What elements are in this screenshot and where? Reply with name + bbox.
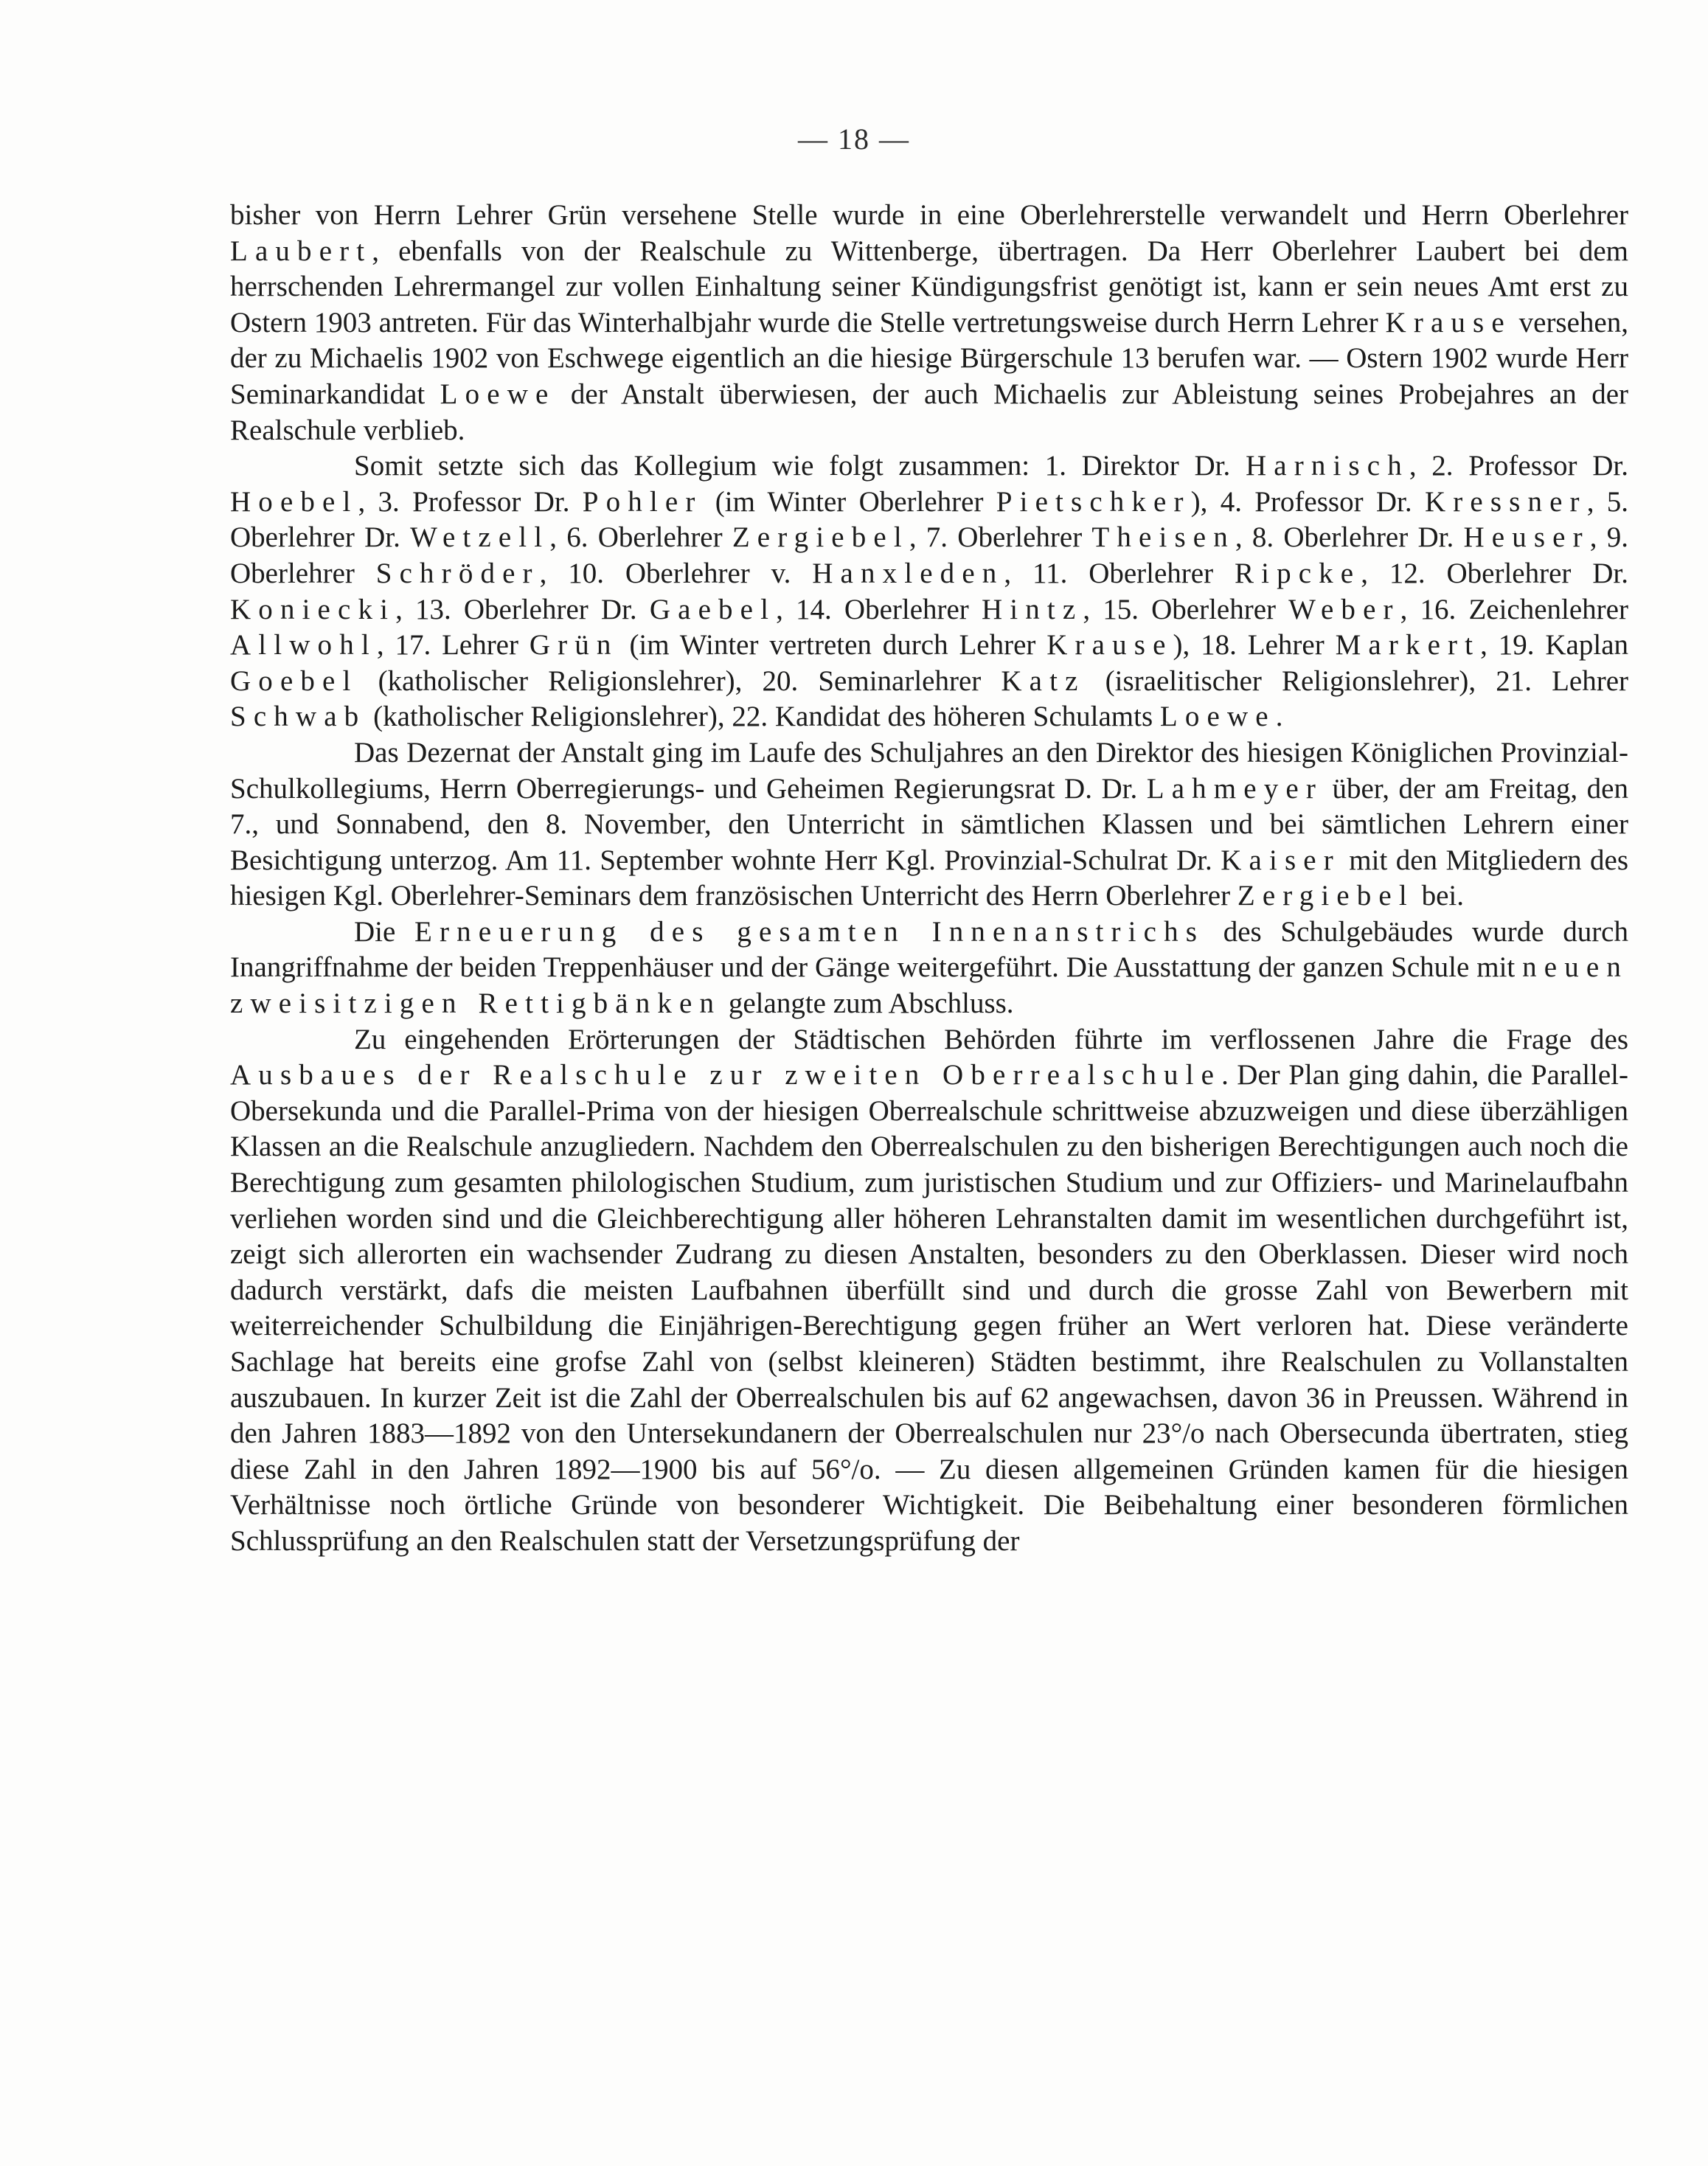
spaced-emphasis-text: Schwab — [230, 701, 367, 733]
spaced-emphasis-text: Weber — [1288, 593, 1400, 625]
paragraph-text: . Der Plan ging dahin, die Parallel-Obersekunda und die Parallel-Prima von der hiesigen Oberrealschule schrittweise abzuzweigen und diese überzähligen Klassen an die Realschule anzugliedern. Nachdem den Oberrealschulen zu den bisherigen Berechtigungen auch noch die Berechtigung zum gesamten philologischen Studium, zum juristischen Studium und zur Offiziers- und Marinelaufbahn verliehen worden sind und die Gleichberechtigung aller höheren Lehranstalten damit im wesentlichen durchgeführt ist, zeigt sich allerorten ein wachsender Zudrang zu diesen Anstalten, besonders zu den Oberklassen. Dieser wird noch dadurch verstärkt, dafs die meisten Laufbahnen überfüllt sind und durch die grosse Zahl von Bewerbern mit weiterreichender Schulbildung die Einjährigen-Berechtigung gegen früher an Wert verloren hat. Diese veränderte Sachlage hat bereits eine grofse Zahl von (selbst kleineren) Städten bestimmt, ihre Realschulen zu Vollanstalten auszubauen. In kurzer Zeit ist die Zahl der Oberrealschulen bis auf 62 angewachsen, davon 36 in Preussen. Während in den Jahren 1883—1892 von den Untersekundanern der Oberrealschulen nur 23°/o nach Obersecunda übertraten, stieg diese Zahl in den Jahren 1892—1900 bis auf 56°/o. — Zu diesen allgemeinen Gründen kamen für die hiesigen Verhältnisse noch örtliche Gründe von besonderer Wichtigkeit. Die Beibehaltung einer besonderen förmlichen Schlussprüfung an den Realschulen statt der Versetzungsprüfung der — [230, 1059, 1628, 1557]
spaced-emphasis-text: Hoebel — [230, 485, 358, 518]
paragraph — [230, 735, 1628, 914]
paragraph-text: (im Winter Oberlehrer — [702, 485, 996, 518]
paragraph — [230, 448, 1628, 735]
paragraph-text: der Anstalt überwiesen, der auch Michaelis zur Ableistung seines Probejahres an der Realschule verblieb. — [230, 378, 1629, 446]
paragraph — [230, 1022, 1628, 1560]
spaced-emphasis-text: Erneuerung des gesamten Innenanstrichs — [414, 915, 1205, 948]
paragraph-text: , 7. Oberlehrer — [909, 521, 1092, 554]
paragraph-text: über, der am Freitag, den 7., und Sonnabend, den 8. November, den Unterricht in sämtlichen Klassen und bei sämtlichen Lehrern einer Besichtigung unterzog. Am 11. September wohnte Herr Kgl. Provinzial-Schulrat Dr. — [230, 772, 1628, 876]
paragraph-text: mit den Mitgliedern des hiesigen Kgl. Oberlehrer-Seminars dem französischen Unterricht des Herrn Oberlehrer — [230, 844, 1628, 912]
spaced-emphasis-text: Markert — [1335, 629, 1481, 662]
spaced-emphasis-text: Gaebel — [649, 593, 777, 625]
paragraph-text: , 15. Oberlehrer — [1083, 593, 1289, 625]
paragraph-text: , 3. Professor Dr. — [358, 485, 583, 518]
spaced-emphasis-text: Ausbaues der Realschule zur zweiten Oberrealschule — [230, 1059, 1222, 1091]
spaced-emphasis-text: Wetzell — [410, 521, 550, 554]
spaced-emphasis-text: Katz — [1001, 664, 1086, 697]
paragraph-text: , 12. Oberlehrer Dr. — [1361, 557, 1628, 589]
spaced-emphasis-text: neuen zweisitzigen Rettigbänken — [230, 951, 1628, 1020]
spaced-emphasis-text: Krause — [1046, 629, 1173, 662]
spaced-emphasis-text: Pietschker — [996, 485, 1191, 518]
paragraph-text: , ebenfalls von der Realschule zu Wittenberge, übertragen. Da Herr Oberlehrer Laubert bei dem herrschenden Lehrermangel zur vollen Einhaltung seiner Kündigungsfrist genötigt ist, kann er sein neues Amt erst zu Ostern 1903 antreten. Für das Winterhalbjahr wurde die Stelle vertretungsweise durch Herrn Lehrer — [230, 235, 1628, 339]
paragraph-text: , 9. Oberlehrer — [230, 521, 1628, 589]
paragraph-text: , 19. Kaplan — [1480, 629, 1629, 662]
spaced-emphasis-text: Pohler — [582, 485, 703, 518]
paragraph-text: gelangte zum Abschluss. — [721, 987, 1014, 1020]
spaced-emphasis-text: Theisen — [1091, 521, 1235, 554]
paragraph-text: , 14. Oberlehrer — [776, 593, 982, 625]
spaced-emphasis-text: Laubert — [230, 235, 372, 267]
spaced-emphasis-text: Loewe — [1159, 701, 1276, 733]
spaced-emphasis-text: Hanxleden — [812, 557, 1004, 589]
paragraph-text: (im Winter vertreten durch Lehrer — [618, 629, 1047, 662]
paragraph-text: , 8. Oberlehrer Dr. — [1235, 521, 1464, 554]
paragraph-text: . — [1275, 701, 1283, 733]
paragraph-text: bisher von Herrn Lehrer Grün versehene Stelle wurde in eine Oberlehrerstelle verwandelt und Herrn Oberlehrer — [230, 199, 1628, 231]
paragraph-text: versehen, der zu Michaelis 1902 von Eschwege eigentlich an die hiesige Bürgerschule 13 berufen war. — Ostern 1902 wurde Herr Seminarkandidat — [230, 306, 1628, 410]
spaced-emphasis-text: Krause — [1385, 306, 1512, 339]
spaced-emphasis-text: Zergiebel — [1237, 880, 1414, 912]
paragraph-text: , 10. Oberlehrer v. — [539, 557, 813, 589]
paragraph-text: (israelitischer Religionslehrer), 21. Lehrer — [1085, 664, 1628, 697]
paragraph-text: (katholischer Religionslehrer), 22. Kandidat des höheren Schulamts — [366, 701, 1160, 733]
page-number: — 18 — — [798, 122, 910, 156]
paragraph-text: , 17. Lehrer — [376, 629, 530, 662]
spaced-emphasis-text: Goebel — [230, 664, 358, 697]
paragraph — [230, 914, 1628, 1022]
spaced-emphasis-text: Lahmeyer — [1146, 772, 1323, 805]
spaced-emphasis-text: Loewe — [440, 378, 556, 410]
spaced-emphasis-text: Kaiser — [1221, 844, 1341, 876]
paragraph-text: , 13. Oberlehrer Dr. — [395, 593, 650, 625]
paragraph-text: Zu eingehenden Erörterungen der Städtischen Behörden führte im verflossenen Jahre die Frage des — [354, 1023, 1628, 1055]
spaced-emphasis-text: Zergiebel — [732, 521, 909, 554]
paragraph-text: , 16. Zeichenlehrer — [1400, 593, 1628, 625]
spaced-emphasis-text: Koniecki — [230, 593, 396, 625]
paragraph-text: ), 4. Professor Dr. — [1190, 485, 1425, 518]
paragraph-text: Somit setzte sich das Kollegium wie folgt zusammen: 1. Direktor Dr. — [354, 450, 1246, 482]
spaced-emphasis-text: Grün — [529, 629, 619, 662]
spaced-emphasis-text: Heuser — [1463, 521, 1590, 554]
paragraph-text: bei. — [1414, 880, 1464, 912]
spaced-emphasis-text: Hintz — [981, 593, 1083, 625]
paragraph-text: (katholischer Religionslehrer), 20. Seminarlehrer — [358, 664, 1001, 697]
paragraph-text: , 2. Professor Dr. — [1409, 450, 1628, 482]
paragraph-text: , 11. Oberlehrer — [1004, 557, 1235, 589]
paragraph-text: , 6. Oberlehrer — [549, 521, 732, 554]
paragraph-text: , 5. Oberlehrer Dr. — [230, 485, 1628, 554]
spaced-emphasis-text: Kressner — [1424, 485, 1587, 518]
body-text — [230, 198, 1628, 1560]
spaced-emphasis-text: Harnisch — [1245, 450, 1409, 482]
spaced-emphasis-text: Schröder — [375, 557, 540, 589]
paragraph — [230, 198, 1628, 448]
paragraph-text: ), 18. Lehrer — [1173, 629, 1336, 662]
spaced-emphasis-text: Ripcke — [1234, 557, 1361, 589]
paragraph-text: Die — [354, 915, 415, 948]
paragraph-text: des Schulgebäudes wurde durch Inangriffnahme der beiden Treppenhäuser und der Gänge weitergeführt. Die Ausstattung der ganzen Schule mit — [230, 915, 1628, 984]
paragraph-text: Das Dezernat der Anstalt ging im Laufe des Schuljahres an den Direktor des hiesigen Königlichen Provinzial-Schulkollegiums, Herrn Oberregierungs- und Geheimen Regierungsrat D. Dr. — [230, 736, 1628, 805]
spaced-emphasis-text: Allwohl — [230, 629, 377, 662]
